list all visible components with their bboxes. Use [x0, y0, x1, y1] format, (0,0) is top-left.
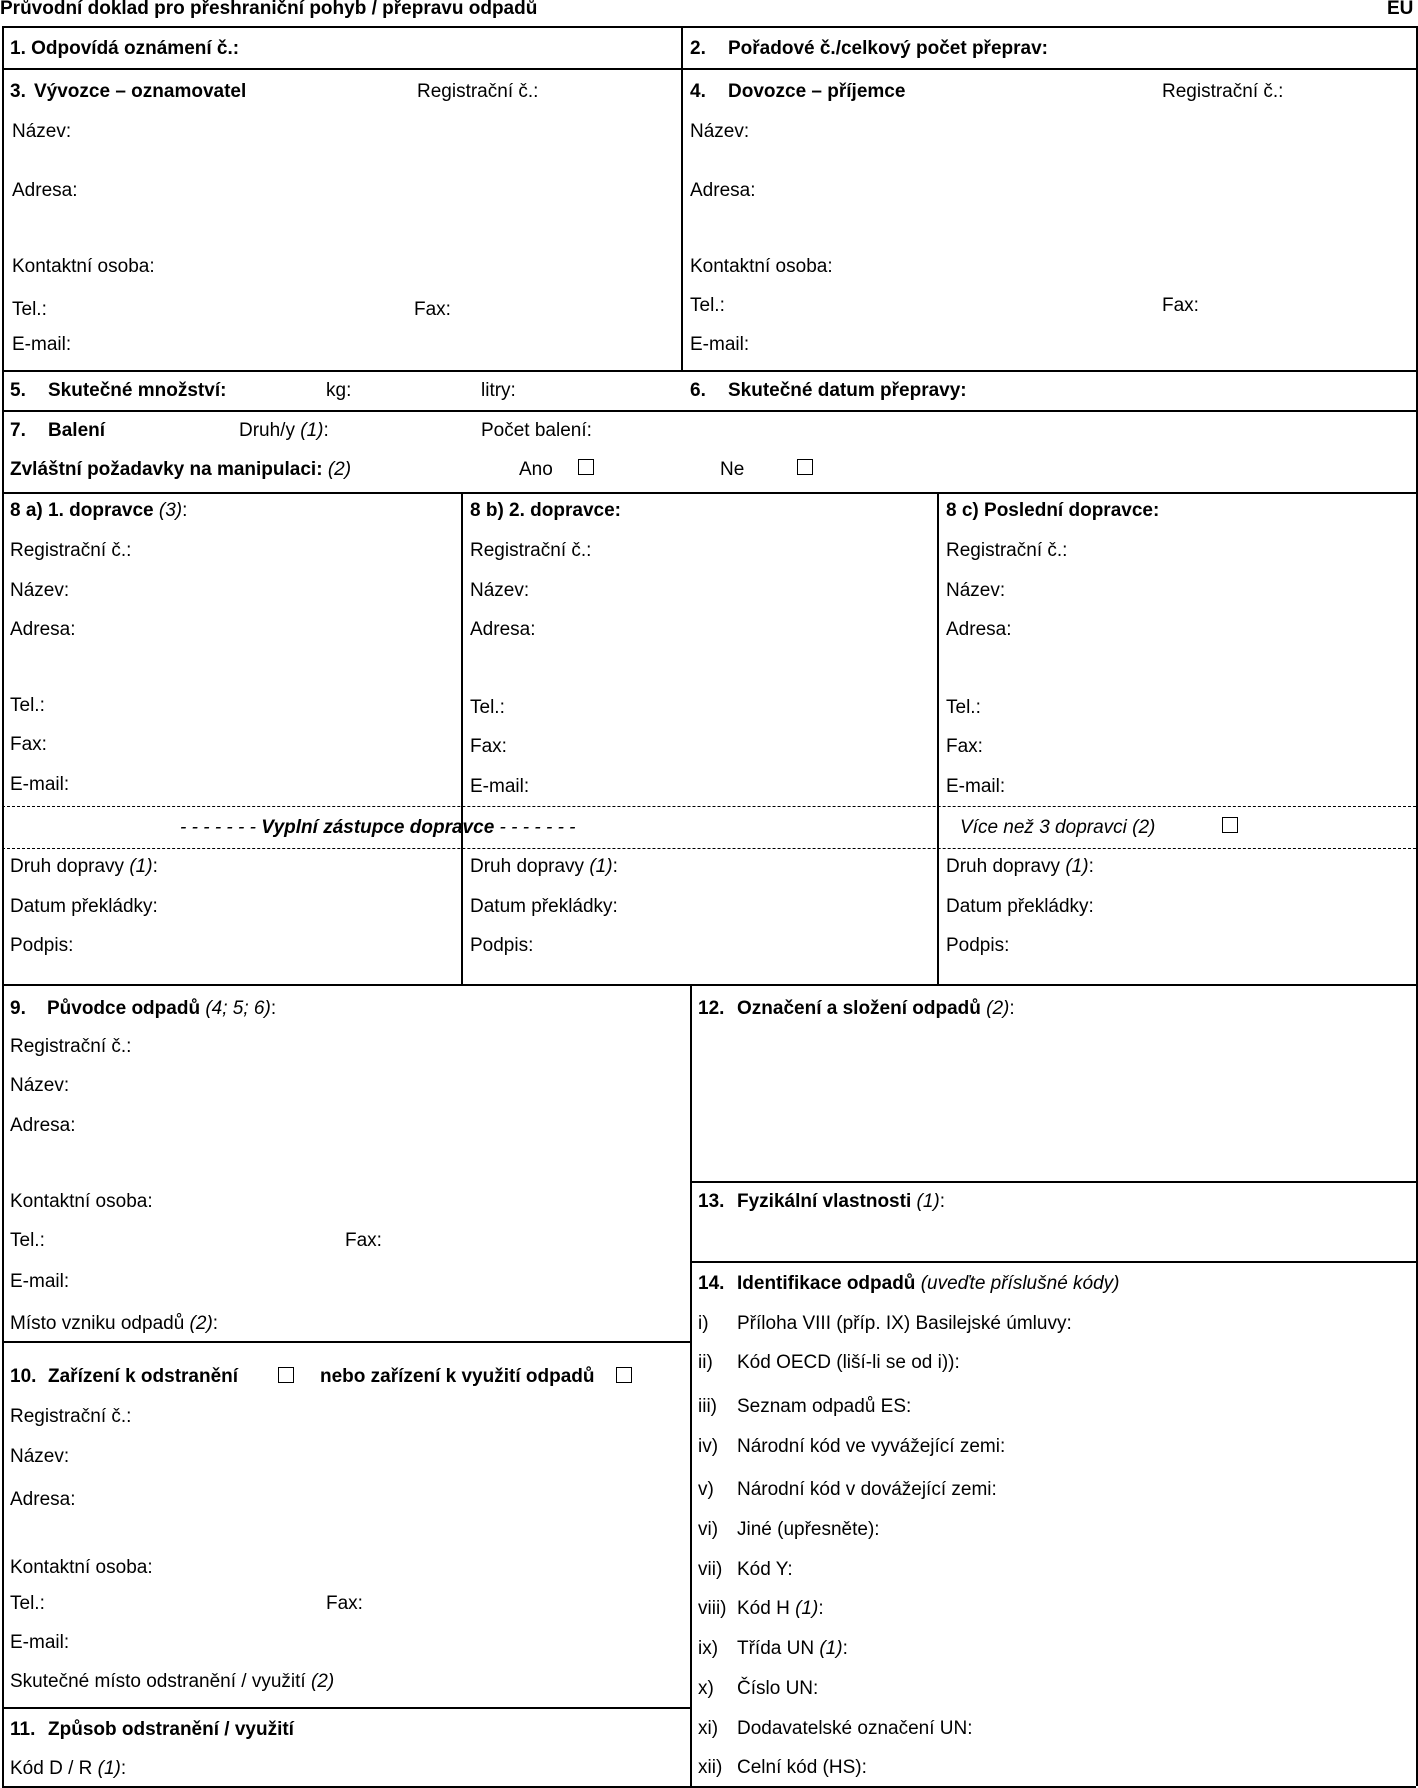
s10-email: E-mail: — [10, 1632, 70, 1653]
transport-b-podpis: Podpis: — [470, 935, 534, 956]
transport-c-druh-colon: : — [1088, 856, 1094, 877]
rep-text: Vyplní zástupce dopravce — [261, 817, 495, 838]
rep-dashes-left: - - - - - - - — [180, 817, 262, 838]
s14-item-line: Třída UN (1): — [737, 1638, 848, 1659]
s14-item-note: (1) — [819, 1638, 843, 1659]
s7-special-line — [10, 459, 351, 481]
rule-11 — [2, 1707, 690, 1709]
s14-item-text: Třída UN — [737, 1638, 815, 1659]
s14-item-text: Příloha VIII (příp. IX) Basilejské úmluvy: — [737, 1313, 1072, 1334]
s14-item-text: Kód H — [737, 1598, 790, 1619]
s11-code-note: (1) — [97, 1758, 121, 1779]
s8a-title — [10, 500, 187, 522]
s4-tel: Tel.: — [690, 295, 725, 316]
s8a-note: (3) — [158, 500, 183, 521]
s4-name: Název: — [690, 121, 750, 142]
divider-1-2 — [681, 26, 683, 370]
s14-num: 14. — [698, 1273, 725, 1294]
s6-title: Skutečné datum přepravy: — [728, 380, 967, 401]
s14-item-roman: iv) — [698, 1436, 719, 1457]
s14-item-text: Celní kód (HS): — [737, 1757, 867, 1778]
s14-item-text: Kód Y: — [737, 1559, 793, 1580]
s14-note: (uveďte příslušné kódy) — [920, 1273, 1120, 1294]
s3-name: Název: — [12, 121, 72, 142]
s8c-address: Adresa: — [946, 619, 1012, 640]
s9-origin — [10, 1313, 218, 1335]
s7-ano: Ano — [519, 459, 553, 480]
s5-title: Skutečné množství: — [48, 380, 227, 401]
s8b-name: Název: — [470, 580, 530, 601]
s5-kg: kg: — [326, 380, 352, 401]
s8a-address: Adresa: — [10, 619, 76, 640]
s4-title: Dovozce – příjemce — [728, 81, 906, 102]
s14-heading — [737, 1273, 1120, 1295]
s10-or: nebo zařízení k využití odpadů — [320, 1366, 595, 1387]
s9-reg: Registrační č.: — [10, 1036, 132, 1057]
s9-name: Název: — [10, 1075, 70, 1096]
s11-code-text: Kód D / R — [10, 1758, 93, 1779]
s9-fax: Fax: — [345, 1230, 382, 1251]
transport-a-datum: Datum překládky: — [10, 896, 158, 917]
s6-num: 6. — [690, 380, 706, 401]
dashed-rule-2 — [2, 848, 1416, 849]
s1-label: 1. Odpovídá oznámení č.: — [10, 38, 240, 59]
s8b-fax: Fax: — [470, 736, 507, 757]
transport-c-datum: Datum překládky: — [946, 896, 1094, 917]
s10-disposal-checkbox[interactable] — [278, 1367, 294, 1383]
s10-recovery-checkbox[interactable] — [616, 1367, 632, 1383]
s11-code-colon: : — [120, 1758, 127, 1779]
transport-b-druh-colon: : — [612, 856, 618, 877]
transport-c-druh-note: (1) — [1065, 856, 1089, 877]
s9-title: Původce odpadů — [46, 998, 201, 1019]
s9-note: (4; 5; 6) — [205, 998, 271, 1019]
transport-b-druh-note: (1) — [589, 856, 613, 877]
rep-more: Více než 3 dopravci (2) — [960, 817, 1156, 838]
s13-note: (1) — [916, 1191, 940, 1212]
s12-heading — [737, 998, 1015, 1020]
s7-num: 7. — [10, 420, 26, 441]
s9-address: Adresa: — [10, 1115, 76, 1136]
s11-code — [10, 1758, 126, 1780]
s10-place — [10, 1671, 334, 1693]
s7-ne: Ne — [720, 459, 745, 480]
s8a-reg: Registrační č.: — [10, 540, 132, 561]
s14-title: Identifikace odpadů — [737, 1273, 916, 1294]
rule-5 — [2, 370, 1416, 372]
rule-10 — [2, 1341, 690, 1343]
s14-item-roman: xi) — [698, 1718, 719, 1739]
s14-item-roman: v) — [698, 1479, 714, 1500]
s8b-address: Adresa: — [470, 619, 536, 640]
s8a-title-text: 8 a) 1. dopravce — [10, 500, 154, 521]
s13-num: 13. — [698, 1191, 725, 1212]
rule-8 — [2, 492, 1416, 494]
frame-left — [2, 26, 4, 1786]
s14-item-text: Národní kód v dovážející zemi: — [737, 1479, 997, 1500]
s3-tel: Tel.: — [12, 299, 47, 320]
rule-14 — [690, 1261, 1416, 1263]
s4-fax: Fax: — [1162, 295, 1199, 316]
s12-note: (2) — [986, 998, 1010, 1019]
s10-address: Adresa: — [10, 1489, 76, 1510]
transport-c-druh-text: Druh dopravy — [946, 856, 1061, 877]
s8c-name: Název: — [946, 580, 1006, 601]
s12-title: Označení a složení odpadů — [737, 998, 981, 1019]
s14-item-note: (1) — [795, 1598, 819, 1619]
s4-reg: Registrační č.: — [1162, 81, 1284, 102]
transport-a-podpis: Podpis: — [10, 935, 74, 956]
divider-8b-8c — [937, 492, 939, 984]
s9-heading — [10, 998, 276, 1020]
s14-item-roman: ix) — [698, 1638, 719, 1659]
s9-colon: : — [270, 998, 277, 1019]
divider-9-12 — [690, 984, 692, 1786]
transport-b-datum: Datum překládky: — [470, 896, 618, 917]
s9-tel: Tel.: — [10, 1230, 45, 1251]
s14-item-text: Jiné (upřesněte): — [737, 1519, 880, 1540]
s2-label: Pořadové č./celkový počet přeprav: — [728, 38, 1048, 59]
divider-8a-8b — [461, 492, 463, 984]
s8c-fax: Fax: — [946, 736, 983, 757]
s14-item-roman: vii) — [698, 1559, 723, 1580]
s10-contact: Kontaktní osoba: — [10, 1557, 153, 1578]
s11-title: Způsob odstranění / využití — [48, 1719, 294, 1740]
s13-heading — [737, 1191, 945, 1213]
s8a-tel: Tel.: — [10, 695, 45, 716]
s9-origin-note: (2) — [189, 1313, 213, 1334]
s8b-title: 8 b) 2. dopravce: — [470, 500, 621, 521]
s3-num: 3. — [10, 81, 26, 102]
s8c-email: E-mail: — [946, 776, 1006, 797]
s14-item-roman: xii) — [698, 1757, 723, 1778]
s14-item-roman: ii) — [698, 1352, 713, 1373]
s14-item-text: Číslo UN: — [737, 1678, 819, 1699]
s14-item-roman: vi) — [698, 1519, 719, 1540]
transport-a-druh-colon: : — [152, 856, 158, 877]
rule-top — [2, 26, 1416, 28]
rule-13 — [690, 1181, 1416, 1183]
s7-ano-checkbox[interactable] — [578, 459, 594, 475]
rep-line — [180, 817, 576, 839]
s8c-reg: Registrační č.: — [946, 540, 1068, 561]
s4-email: E-mail: — [690, 334, 750, 355]
s3-reg: Registrační č.: — [417, 81, 539, 102]
s7-druh-line — [239, 420, 329, 442]
s8a-fax: Fax: — [10, 734, 47, 755]
rule-7 — [2, 410, 1416, 412]
s7-special: Zvláštní požadavky na manipulaci: — [10, 459, 323, 480]
s12-colon: : — [1009, 998, 1015, 1019]
transport-c-druh — [946, 856, 1094, 878]
transport-a-druh — [10, 856, 158, 878]
s7-druh: Druh/y — [239, 420, 295, 441]
s7-ne-checkbox[interactable] — [797, 459, 813, 475]
s5-num: 5. — [10, 380, 26, 401]
rule-1 — [2, 68, 1416, 70]
s14-item-text: Dodavatelské označení UN: — [737, 1718, 973, 1739]
s2-num: 2. — [690, 38, 706, 59]
s10-place-note: (2) — [310, 1671, 335, 1692]
s5-litry: litry: — [481, 380, 516, 401]
transport-c-podpis: Podpis: — [946, 935, 1010, 956]
s3-address: Adresa: — [12, 180, 78, 201]
s8c-tel: Tel.: — [946, 697, 981, 718]
s10-num: 10. — [10, 1366, 37, 1387]
s8c-title: 8 c) Poslední dopravce: — [946, 500, 1160, 521]
s13-colon: : — [939, 1191, 946, 1212]
s11-num: 11. — [10, 1719, 36, 1740]
s14-item-line: Kód H (1): — [737, 1598, 824, 1619]
s7-pocet: Počet balení: — [481, 420, 592, 441]
s4-num: 4. — [690, 81, 706, 102]
rep-dashes-right: - - - - - - - — [494, 817, 576, 838]
s14-item-roman: iii) — [698, 1396, 717, 1417]
s10-tel: Tel.: — [10, 1593, 45, 1614]
transport-a-druh-text: Druh dopravy — [10, 856, 125, 877]
s9-origin-text: Místo vzniku odpadů — [10, 1313, 185, 1334]
s7-druh-colon: : — [323, 420, 329, 441]
s8b-email: E-mail: — [470, 776, 530, 797]
s14-item-text: Kód OECD (liší-li se od i)): — [737, 1352, 960, 1373]
s3-fax: Fax: — [414, 299, 451, 320]
s14-item-text: Národní kód ve vyvážející zemi: — [737, 1436, 1006, 1457]
s8a-name: Název: — [10, 580, 70, 601]
s10-title: Zařízení k odstranění — [48, 1366, 239, 1387]
s8b-tel: Tel.: — [470, 697, 505, 718]
s7-title: Balení — [48, 420, 106, 441]
s12-num: 12. — [698, 998, 725, 1019]
s9-contact: Kontaktní osoba: — [10, 1191, 153, 1212]
s8b-reg: Registrační č.: — [470, 540, 592, 561]
transport-a-druh-note: (1) — [129, 856, 153, 877]
s9-num: 9. — [10, 998, 26, 1019]
s7-druh-note: (1) — [300, 420, 324, 441]
s8a-colon: : — [182, 500, 188, 521]
s10-name: Název: — [10, 1446, 70, 1467]
transport-b-druh-text: Druh dopravy — [470, 856, 585, 877]
s14-item-roman: i) — [698, 1313, 709, 1334]
eu-label: EU — [1387, 0, 1414, 19]
s14-item-roman: viii) — [698, 1598, 727, 1619]
s8a-email: E-mail: — [10, 774, 70, 795]
document-title: Průvodní doklad pro přeshraniční pohyb / přepravu odpadů — [0, 0, 538, 19]
s13-title: Fyzikální vlastnosti — [737, 1191, 912, 1212]
s10-reg: Registrační č.: — [10, 1406, 132, 1427]
s3-email: E-mail: — [12, 334, 72, 355]
s14-item-text: Seznam odpadů ES: — [737, 1396, 912, 1417]
rep-more-checkbox[interactable] — [1222, 817, 1238, 833]
s7-special-note: (2) — [327, 459, 352, 480]
s3-contact: Kontaktní osoba: — [12, 256, 155, 277]
s4-address: Adresa: — [690, 180, 756, 201]
s14-item-roman: x) — [698, 1678, 714, 1699]
dashed-rule-1 — [2, 806, 1416, 807]
s10-fax: Fax: — [326, 1593, 363, 1614]
s4-contact: Kontaktní osoba: — [690, 256, 833, 277]
transport-b-druh — [470, 856, 618, 878]
s9-email: E-mail: — [10, 1271, 70, 1292]
rule-9 — [2, 984, 1416, 986]
s3-title: Vývozce – oznamovatel — [34, 81, 247, 102]
s10-place-text: Skutečné místo odstranění / využití — [10, 1671, 306, 1692]
s9-origin-colon: : — [212, 1313, 219, 1334]
